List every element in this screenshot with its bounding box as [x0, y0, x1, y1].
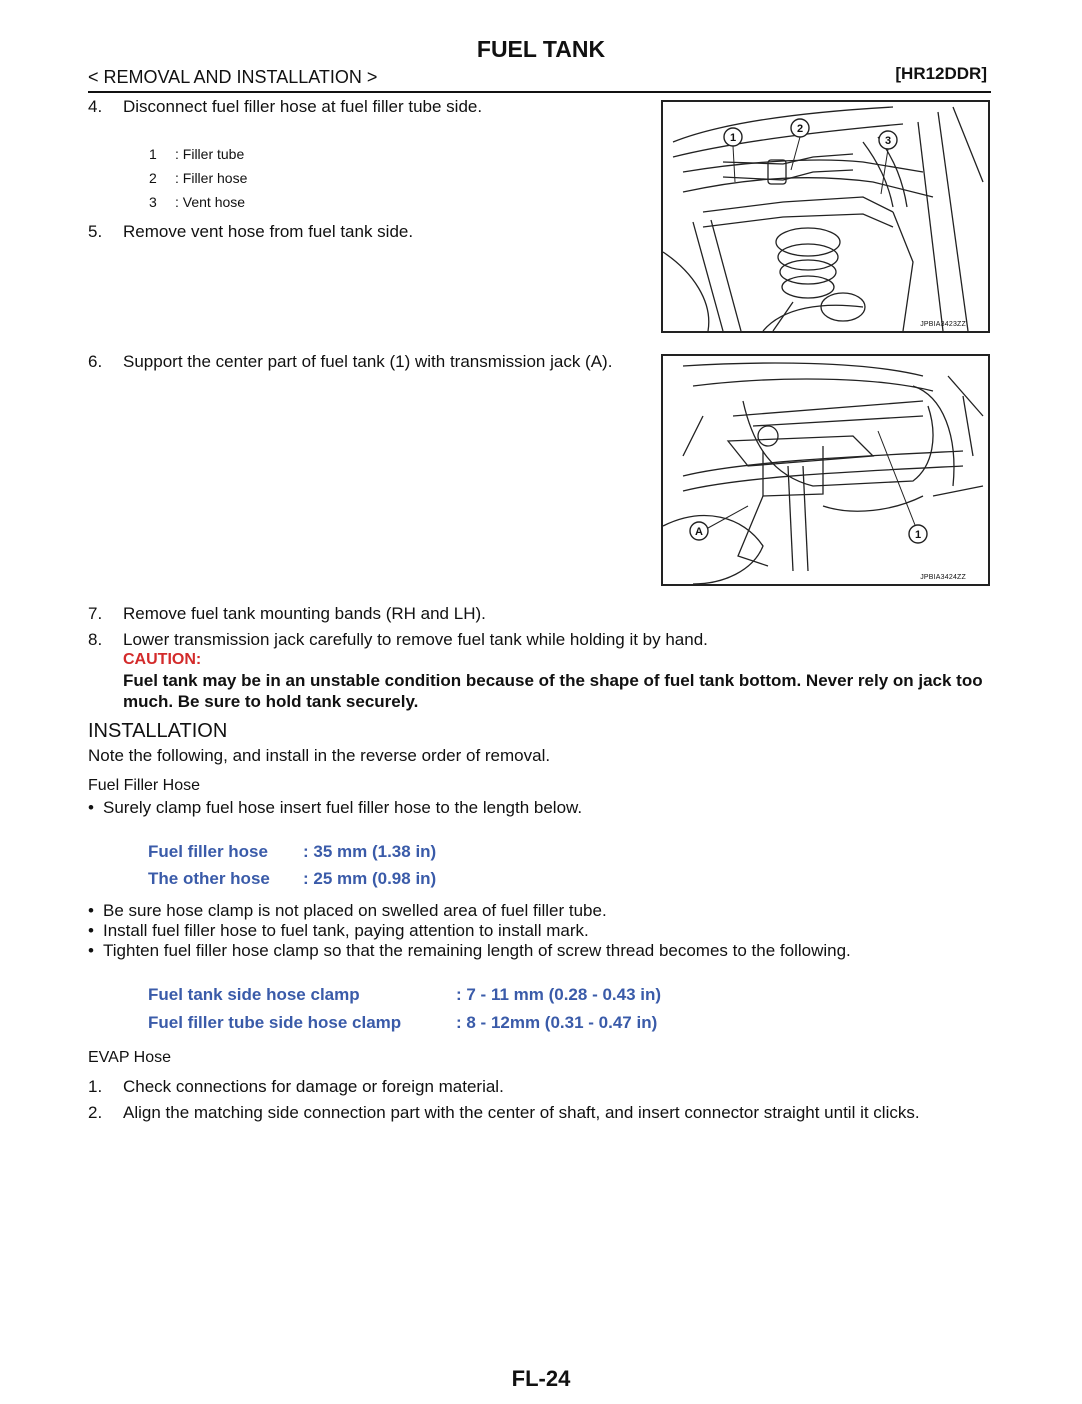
bullet-item — [88, 798, 988, 820]
callout-A: A — [695, 526, 703, 538]
step-number: 1. — [88, 1077, 103, 1096]
bullet-dot: • — [88, 921, 94, 940]
spec-label: Fuel tank side hose clamp — [148, 985, 360, 1004]
step-number: 7. — [88, 604, 103, 623]
callout-1: 1 — [729, 132, 737, 144]
step-number: 4. — [88, 97, 103, 116]
page-title: FUEL TANK — [476, 36, 606, 62]
spec-label: The other hose — [148, 869, 270, 888]
bullet-item — [88, 921, 988, 943]
callout-2: 2 — [796, 123, 804, 135]
caution-label: CAUTION: — [123, 651, 202, 668]
bullet-dot: • — [88, 941, 94, 960]
callout-3: 3 — [884, 135, 892, 147]
caution-text: Fuel tank may be in an unstable condition because of the shape of fuel tank bottom. Never rely on jack too much. Be sure to hold tank securely. — [123, 671, 983, 711]
spec-value: : 25 mm (0.98 in) — [303, 869, 437, 888]
bullet-dot: • — [88, 901, 94, 920]
installation-intro: Note the following, and install in the reverse order of removal. — [88, 746, 551, 765]
figure-code: JPBIA3424ZZ — [920, 574, 966, 581]
bullet-text: Be sure hose clamp is not placed on swelled area of fuel filler tube. — [103, 901, 607, 920]
legend-number: 3 — [149, 194, 157, 210]
step-number: 6. — [88, 352, 103, 371]
figure-filler-hose — [661, 100, 990, 333]
legend-text: : Filler hose — [175, 170, 248, 186]
bullet-item — [88, 901, 988, 923]
step-text: Check connections for damage or foreign material. — [123, 1077, 504, 1096]
step-text: Remove fuel tank mounting bands (RH and LH). — [123, 604, 486, 623]
section-breadcrumb: < REMOVAL AND INSTALLATION > — [88, 67, 378, 87]
step-text: Lower transmission jack carefully to remove fuel tank while holding it by hand. — [123, 630, 708, 649]
figure-transmission-jack — [661, 354, 990, 586]
step-number: 8. — [88, 630, 103, 649]
spec-value: : 35 mm (1.38 in) — [303, 842, 437, 861]
step-text: Remove vent hose from fuel tank side. — [123, 222, 414, 241]
figure-code: JPBIA3423ZZ — [920, 321, 966, 328]
spec-value: : 7 - 11 mm (0.28 - 0.43 in) — [456, 985, 662, 1004]
spec-label: Fuel filler tube side hose clamp — [148, 1013, 402, 1032]
legend-number: 2 — [149, 170, 157, 186]
filler-hose-illustration — [663, 102, 988, 331]
step-number: 2. — [88, 1103, 103, 1122]
step-text: Disconnect fuel filler hose at fuel filler tube side. — [123, 97, 483, 116]
spec-label: Fuel filler hose — [148, 842, 268, 861]
legend-text: : Filler tube — [175, 146, 245, 162]
figure1-legend — [149, 146, 349, 218]
callout-1: 1 — [914, 529, 922, 541]
bullet-item — [88, 941, 988, 963]
evap-hose-subheading: EVAP Hose — [88, 1049, 172, 1066]
spec-value: : 8 - 12mm (0.31 - 0.47 in) — [456, 1013, 658, 1032]
header-divider — [88, 91, 991, 93]
transmission-jack-illustration — [663, 356, 988, 584]
bullet-text: Install fuel filler hose to fuel tank, paying attention to install mark. — [103, 921, 589, 940]
page-number: FL-24 — [511, 1366, 571, 1391]
installation-heading: INSTALLATION — [88, 720, 228, 742]
step-text: Align the matching side connection part with the center of shaft, and insert connector straight until it clicks. — [123, 1103, 920, 1122]
model-code: [HR12DDR] — [895, 64, 987, 83]
bullet-dot: • — [88, 798, 94, 817]
bullet-text: Surely clamp fuel hose insert fuel filler hose to the length below. — [103, 798, 583, 817]
step-text: Support the center part of fuel tank (1) with transmission jack (A). — [123, 352, 613, 371]
legend-text: : Vent hose — [175, 194, 246, 210]
bullet-text: Tighten fuel filler hose clamp so that the remaining length of screw thread becomes to the following. — [103, 941, 851, 960]
step-number: 5. — [88, 222, 103, 241]
legend-number: 1 — [149, 146, 157, 162]
fuel-filler-hose-subheading: Fuel Filler Hose — [88, 777, 201, 794]
